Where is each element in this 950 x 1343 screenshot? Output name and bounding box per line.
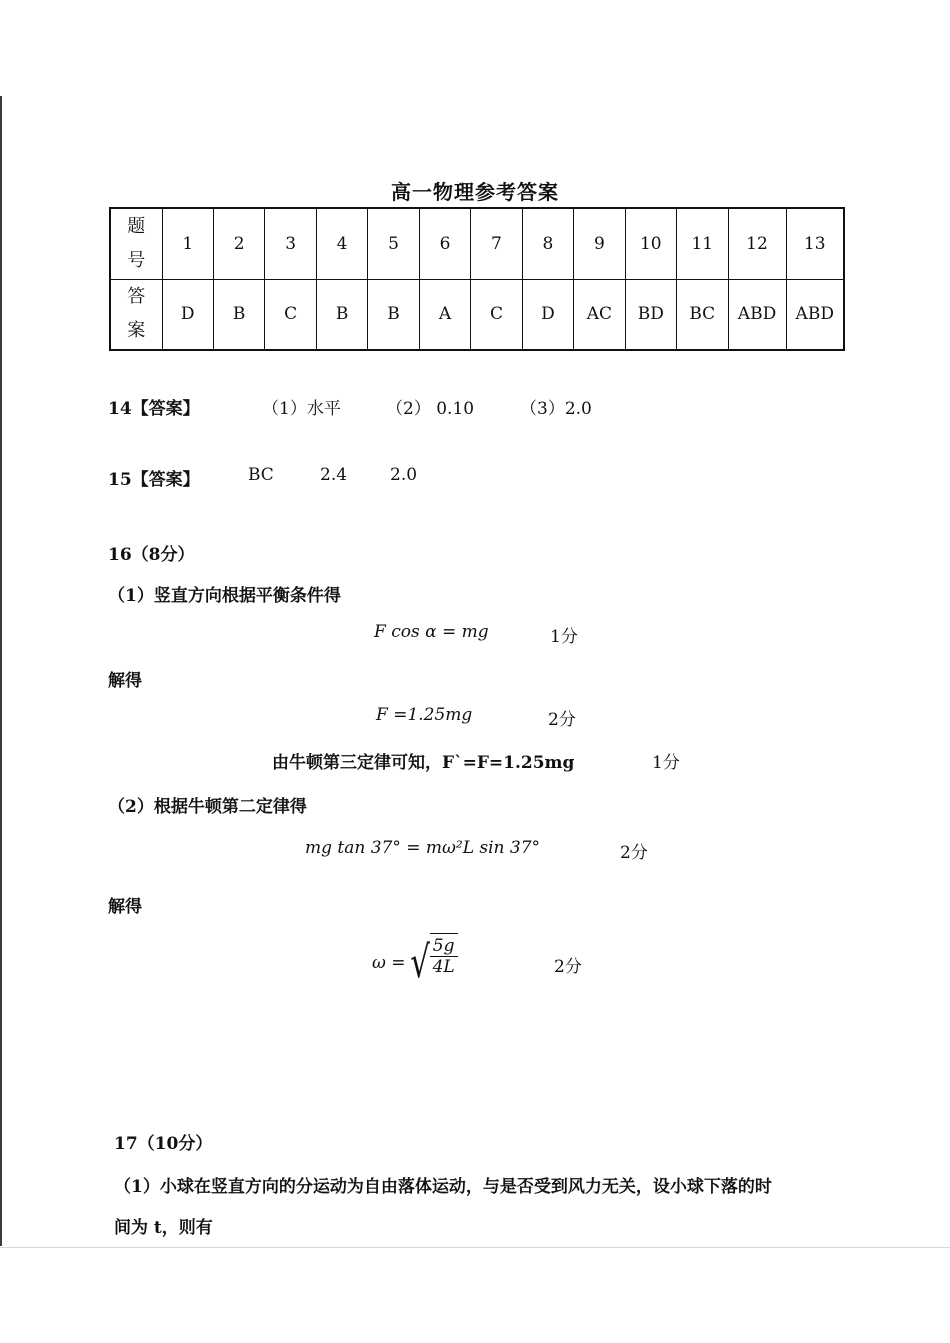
question-number-cell: 10 (625, 208, 676, 279)
answer-cell: ABD (786, 279, 844, 350)
page-bottom-border (0, 1247, 950, 1248)
radical-icon: √ (409, 937, 430, 988)
answer-cell: BD (625, 279, 676, 350)
q16-newton3-score: 1分 (652, 753, 680, 773)
answer-cell: B (316, 279, 367, 350)
page-title: 高一物理参考答案 (391, 180, 559, 204)
q14-part3: （3）2.0 (520, 399, 592, 419)
q16-omega-equation (372, 933, 458, 993)
answer-cell: A (419, 279, 470, 350)
question-number-cell: 1 (162, 208, 213, 279)
omega-fraction (430, 933, 458, 993)
row-label-cell: 题 号 (110, 208, 162, 279)
q16-equation-1: F cos α = mg (374, 622, 489, 642)
q16-solve-2: 解得 (108, 897, 142, 917)
answer-cell: B (368, 279, 419, 350)
q16-eq3-score: 2分 (620, 843, 648, 863)
q14-part2: （2） 0.10 (386, 399, 475, 419)
question-number-cell: 2 (213, 208, 264, 279)
answer-cell: BC (677, 279, 728, 350)
question-number-cell: 3 (265, 208, 316, 279)
q15-label: 15【答案】 (108, 470, 200, 490)
q16-eq2-score: 2分 (548, 710, 576, 730)
q14-label: 14【答案】 (108, 399, 200, 419)
q16-step1: （1）竖直方向根据平衡条件得 (108, 586, 341, 606)
q16-eq1-score: 1分 (550, 627, 578, 647)
q15-answer-1: BC (248, 465, 274, 485)
q16-omega-score: 2分 (554, 957, 582, 977)
answer-cell: D (522, 279, 573, 350)
square-root (406, 933, 458, 993)
question-number-cell: 6 (419, 208, 470, 279)
question-number-cell: 9 (574, 208, 625, 279)
q16-equation-2: F =1.25mg (376, 705, 473, 725)
table-row-answers (110, 279, 844, 350)
q17-heading: 17（10分） (114, 1134, 213, 1154)
q16-solve-1: 解得 (108, 671, 142, 691)
q14-part1: （1）水平 (262, 399, 341, 419)
q16-heading: 16（8分） (108, 545, 195, 565)
question-number-cell: 11 (677, 208, 728, 279)
omega-numerator: 5g (430, 936, 458, 957)
question-number-cell: 8 (522, 208, 573, 279)
answer-cell: ABD (728, 279, 786, 350)
answer-table (109, 207, 845, 351)
answer-cell: AC (574, 279, 625, 350)
question-number-cell: 7 (471, 208, 522, 279)
question-number-cell: 13 (786, 208, 844, 279)
q16-newton-third-law: 由牛顿第三定律可知，F`=F=1.25mg (272, 753, 575, 773)
omega-lhs: ω = (372, 953, 406, 973)
answer-cell: C (265, 279, 316, 350)
q16-step2: （2）根据牛顿第二定律得 (108, 797, 307, 817)
page-left-border (0, 96, 2, 1246)
q15-answer-2: 2.4 (320, 465, 348, 485)
omega-denominator: 4L (432, 957, 455, 977)
answer-cell: D (162, 279, 213, 350)
q15-answer-3: 2.0 (390, 465, 418, 485)
q16-equation-3: mg tan 37° = mω²L sin 37° (305, 838, 541, 858)
answer-cell: B (213, 279, 264, 350)
row-label-cell: 答 案 (110, 279, 162, 350)
question-number-cell: 4 (316, 208, 367, 279)
table-row-numbers (110, 208, 844, 279)
q17-line-2: 间为 t，则有 (114, 1218, 213, 1238)
q17-line-1: （1）小球在竖直方向的分运动为自由落体运动，与是否受到风力无关，设小球下落的时 (114, 1177, 772, 1197)
question-number-cell: 12 (728, 208, 786, 279)
question-number-cell: 5 (368, 208, 419, 279)
answer-cell: C (471, 279, 522, 350)
